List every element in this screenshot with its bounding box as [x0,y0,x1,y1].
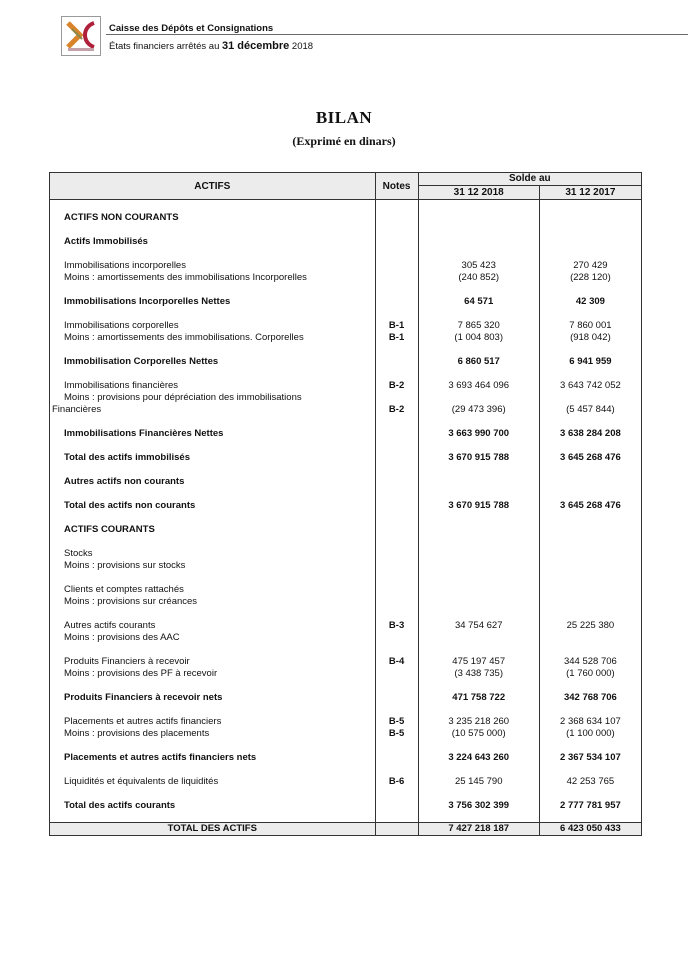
row-label: Moins : provisions sur créances [50,596,376,608]
row-label: Stocks [50,548,376,560]
row-value-2018 [418,524,539,536]
row-value-2017: 3 645 268 476 [539,500,641,512]
row-notes [375,212,418,224]
row-value-2017: 3 638 284 208 [539,428,641,440]
table-row [50,320,642,332]
table-row [50,752,642,764]
row-value-2017: 2 367 534 107 [539,752,641,764]
spacer-cell [418,344,539,356]
spacer-cell [375,512,418,524]
row-spacer [50,224,642,236]
row-notes: B-1 [375,320,418,332]
table-row [50,656,642,668]
table-row [50,548,642,560]
table-row [50,452,642,464]
row-value-2017: 6 941 959 [539,356,641,368]
row-value-2017: (5 457 844) [539,404,641,416]
row-value-2018: 6 860 517 [418,356,539,368]
table-row [50,272,642,284]
row-value-2018 [418,596,539,608]
table-row [50,632,642,644]
spacer-cell [539,572,641,584]
table-row [50,332,642,344]
row-spacer [50,812,642,823]
row-value-2017: 42 253 765 [539,776,641,788]
row-label: Moins : provisions pour dépréciation des immobilisations [50,392,376,404]
row-spacer [50,248,642,260]
row-label: Total des actifs immobilisés [50,452,376,464]
table-row [50,476,642,488]
row-notes [375,356,418,368]
spacer-cell [539,644,641,656]
spacer-cell [375,704,418,716]
spacer-cell [50,368,376,380]
table-row [50,524,642,536]
spacer-cell [539,740,641,752]
total-value-2017: 6 423 050 433 [539,823,641,836]
row-value-2018 [418,632,539,644]
row-label: Produits Financiers à recevoir nets [50,692,376,704]
row-notes [375,596,418,608]
spacer-cell [418,680,539,692]
spacer-cell [50,704,376,716]
row-label: Immobilisations financières [50,380,376,392]
row-label: Financières [50,404,376,416]
table-body [50,200,642,836]
row-spacer [50,680,642,692]
row-spacer [50,368,642,380]
row-notes: B-5 [375,728,418,740]
row-label: Total des actifs courants [50,800,376,812]
row-spacer [50,464,642,476]
spacer-cell [539,200,641,213]
header-solde: Solde au [418,173,641,186]
spacer-cell [539,536,641,548]
spacer-cell [50,572,376,584]
total-row [50,823,642,836]
row-value-2017: 3 643 742 052 [539,380,641,392]
row-value-2017: 3 645 268 476 [539,452,641,464]
spacer-cell [418,368,539,380]
row-notes: B-2 [375,404,418,416]
row-spacer [50,344,642,356]
row-value-2018 [418,584,539,596]
row-value-2018 [418,476,539,488]
spacer-cell [50,608,376,620]
row-value-2017: 344 528 706 [539,656,641,668]
spacer-cell [418,308,539,320]
row-value-2018: 7 865 320 [418,320,539,332]
row-value-2017: 7 860 001 [539,320,641,332]
row-value-2018: 475 197 457 [418,656,539,668]
spacer-cell [418,440,539,452]
row-notes: B-5 [375,716,418,728]
row-value-2018 [418,548,539,560]
cdc-logo-icon [61,16,101,56]
spacer-cell [418,572,539,584]
header-date-2017: 31 12 2017 [539,186,641,200]
row-notes [375,272,418,284]
table-row [50,668,642,680]
row-label: Autres actifs courants [50,620,376,632]
spacer-cell [50,200,376,213]
row-label: Moins : provisions des PF à recevoir [50,668,376,680]
spacer-cell [418,788,539,800]
row-label: Moins : provisions des AAC [50,632,376,644]
header-date-2018: 31 12 2018 [418,186,539,200]
spacer-cell [418,464,539,476]
row-label: Immobilisation Corporelles Nettes [50,356,376,368]
row-value-2018: 3 670 915 788 [418,452,539,464]
spacer-cell [50,464,376,476]
row-label: Immobilisations incorporelles [50,260,376,272]
organization-name: Caisse des Dépôts et Consignations [109,23,274,34]
row-value-2017: (918 042) [539,332,641,344]
table-row [50,776,642,788]
row-notes: B-3 [375,620,418,632]
row-label: Moins : provisions sur stocks [50,560,376,572]
row-value-2017 [539,236,641,248]
spacer-cell [418,812,539,823]
spacer-cell [418,608,539,620]
spacer-cell [50,416,376,428]
row-label: Autres actifs non courants [50,476,376,488]
row-value-2018: 3 693 464 096 [418,380,539,392]
row-value-2018: 305 423 [418,260,539,272]
row-value-2017: (1 100 000) [539,728,641,740]
row-value-2018: 3 235 218 260 [418,716,539,728]
spacer-cell [375,812,418,823]
spacer-cell [50,812,376,823]
spacer-cell [539,764,641,776]
row-label: Moins : amortissements des immobilisations. Corporelles [50,332,376,344]
row-value-2018: 3 663 990 700 [418,428,539,440]
row-label: Moins : amortissements des immobilisations Incorporelles [50,272,376,284]
spacer-cell [375,680,418,692]
row-value-2018: 25 145 790 [418,776,539,788]
row-label: Placements et autres actifs financiers nets [50,752,376,764]
row-value-2018: (3 438 735) [418,668,539,680]
row-value-2017 [539,392,641,404]
spacer-cell [418,488,539,500]
row-spacer [50,536,642,548]
spacer-cell [539,608,641,620]
spacer-cell [418,284,539,296]
spacer-cell [418,536,539,548]
table-row [50,800,642,812]
row-notes [375,692,418,704]
row-value-2017: 2 368 634 107 [539,716,641,728]
header-actifs: ACTIFS [50,173,376,200]
table-row [50,716,642,728]
spacer-cell [375,224,418,236]
spacer-cell [418,248,539,260]
table-row [50,728,642,740]
row-notes [375,236,418,248]
row-label: ACTIFS COURANTS [50,524,376,536]
table-row [50,428,642,440]
row-label: Moins : provisions des placements [50,728,376,740]
spacer-cell [50,224,376,236]
row-value-2017: 42 309 [539,296,641,308]
document-title: BILAN [315,108,373,127]
row-notes [375,752,418,764]
table-row [50,392,642,404]
row-spacer [50,416,642,428]
row-value-2017 [539,632,641,644]
row-value-2018: 34 754 627 [418,620,539,632]
table-row [50,620,642,632]
spacer-cell [539,248,641,260]
spacer-cell [539,488,641,500]
row-value-2018 [418,212,539,224]
spacer-cell [50,308,376,320]
spacer-cell [418,224,539,236]
row-notes [375,500,418,512]
table-row [50,596,642,608]
row-value-2018: 471 758 722 [418,692,539,704]
row-spacer [50,512,642,524]
row-label: Liquidités et équivalents de liquidités [50,776,376,788]
table-row [50,260,642,272]
spacer-cell [50,680,376,692]
balance-sheet-table [49,172,642,836]
total-notes [375,823,418,836]
row-label: Immobilisations Financières Nettes [50,428,376,440]
table-row [50,500,642,512]
row-value-2017 [539,596,641,608]
spacer-cell [539,308,641,320]
row-value-2017 [539,560,641,572]
spacer-cell [539,416,641,428]
spacer-cell [50,764,376,776]
row-value-2017: 342 768 706 [539,692,641,704]
spacer-cell [375,440,418,452]
spacer-cell [375,416,418,428]
spacer-cell [539,464,641,476]
row-notes [375,548,418,560]
row-value-2018: (29 473 396) [418,404,539,416]
spacer-cell [375,788,418,800]
spacer-cell [375,464,418,476]
spacer-cell [539,788,641,800]
spacer-cell [375,644,418,656]
spacer-cell [539,284,641,296]
report-subtitle-date: 31 décembre [222,40,290,52]
row-value-2017: 270 429 [539,260,641,272]
row-notes [375,524,418,536]
spacer-cell [375,344,418,356]
row-notes [375,632,418,644]
row-value-2018: (10 575 000) [418,728,539,740]
spacer-cell [418,644,539,656]
spacer-cell [50,284,376,296]
row-spacer [50,704,642,716]
row-notes [375,260,418,272]
spacer-cell [539,512,641,524]
spacer-cell [539,344,641,356]
spacer-cell [50,488,376,500]
row-notes: B-2 [375,380,418,392]
row-notes [375,296,418,308]
row-notes [375,476,418,488]
total-value-2018: 7 427 218 187 [418,823,539,836]
spacer-cell [50,788,376,800]
row-value-2018: (1 004 803) [418,332,539,344]
spacer-cell [375,488,418,500]
row-value-2017: 25 225 380 [539,620,641,632]
spacer-cell [539,704,641,716]
spacer-cell [50,512,376,524]
spacer-cell [418,740,539,752]
spacer-cell [539,224,641,236]
row-notes [375,584,418,596]
row-label: Actifs Immobilisés [50,236,376,248]
report-subtitle [109,40,313,52]
spacer-cell [375,740,418,752]
header-notes: Notes [375,173,418,200]
row-notes: B-4 [375,656,418,668]
spacer-cell [50,644,376,656]
row-value-2018 [418,560,539,572]
row-value-2017 [539,584,641,596]
row-value-2017 [539,524,641,536]
spacer-cell [375,284,418,296]
spacer-cell [418,512,539,524]
row-label: Placements et autres actifs financiers [50,716,376,728]
table-row [50,584,642,596]
spacer-cell [50,740,376,752]
row-value-2018: 3 756 302 399 [418,800,539,812]
header-divider [106,34,688,35]
table-row [50,404,642,416]
spacer-cell [50,344,376,356]
row-value-2018: 64 571 [418,296,539,308]
row-notes [375,668,418,680]
table-row [50,692,642,704]
spacer-cell [539,812,641,823]
spacer-cell [418,704,539,716]
row-notes [375,452,418,464]
row-value-2017: (228 120) [539,272,641,284]
row-notes: B-6 [375,776,418,788]
row-spacer [50,308,642,320]
row-spacer [50,644,642,656]
spacer-cell [539,680,641,692]
spacer-cell [50,536,376,548]
spacer-cell [375,368,418,380]
table-row [50,212,642,224]
row-value-2018 [418,392,539,404]
row-spacer [50,764,642,776]
row-spacer [50,200,642,213]
spacer-cell [375,248,418,260]
report-subtitle-year: 2018 [289,41,314,52]
row-label: ACTIFS NON COURANTS [50,212,376,224]
table-row [50,296,642,308]
spacer-cell [418,416,539,428]
row-spacer [50,608,642,620]
row-value-2017 [539,548,641,560]
table-row [50,380,642,392]
row-notes [375,428,418,440]
spacer-cell [375,308,418,320]
row-spacer [50,488,642,500]
document-subtitle: (Exprimé en dinars) [292,134,396,148]
row-label: Immobilisations corporelles [50,320,376,332]
spacer-cell [375,764,418,776]
row-spacer [50,440,642,452]
spacer-cell [418,200,539,213]
spacer-cell [375,200,418,213]
total-label: TOTAL DES ACTIFS [50,823,376,836]
row-spacer [50,284,642,296]
row-value-2018 [418,236,539,248]
spacer-cell [50,248,376,260]
row-value-2017 [539,212,641,224]
spacer-cell [375,608,418,620]
spacer-cell [375,572,418,584]
row-spacer [50,788,642,800]
row-label: Clients et comptes rattachés [50,584,376,596]
spacer-cell [50,440,376,452]
row-notes [375,800,418,812]
spacer-cell [375,536,418,548]
spacer-cell [539,368,641,380]
row-notes [375,392,418,404]
row-spacer [50,572,642,584]
row-label: Produits Financiers à recevoir [50,656,376,668]
row-notes [375,560,418,572]
row-label: Total des actifs non courants [50,500,376,512]
table-row [50,356,642,368]
row-spacer [50,740,642,752]
row-value-2018: 3 224 643 260 [418,752,539,764]
spacer-cell [418,764,539,776]
row-value-2017: (1 760 000) [539,668,641,680]
table-row [50,236,642,248]
spacer-cell [539,440,641,452]
row-value-2018: (240 852) [418,272,539,284]
row-value-2017 [539,476,641,488]
row-value-2018: 3 670 915 788 [418,500,539,512]
row-value-2017: 2 777 781 957 [539,800,641,812]
row-label: Immobilisations Incorporelles Nettes [50,296,376,308]
row-notes: B-1 [375,332,418,344]
report-subtitle-prefix: États financiers arrêtés au [109,41,222,52]
table-row [50,560,642,572]
